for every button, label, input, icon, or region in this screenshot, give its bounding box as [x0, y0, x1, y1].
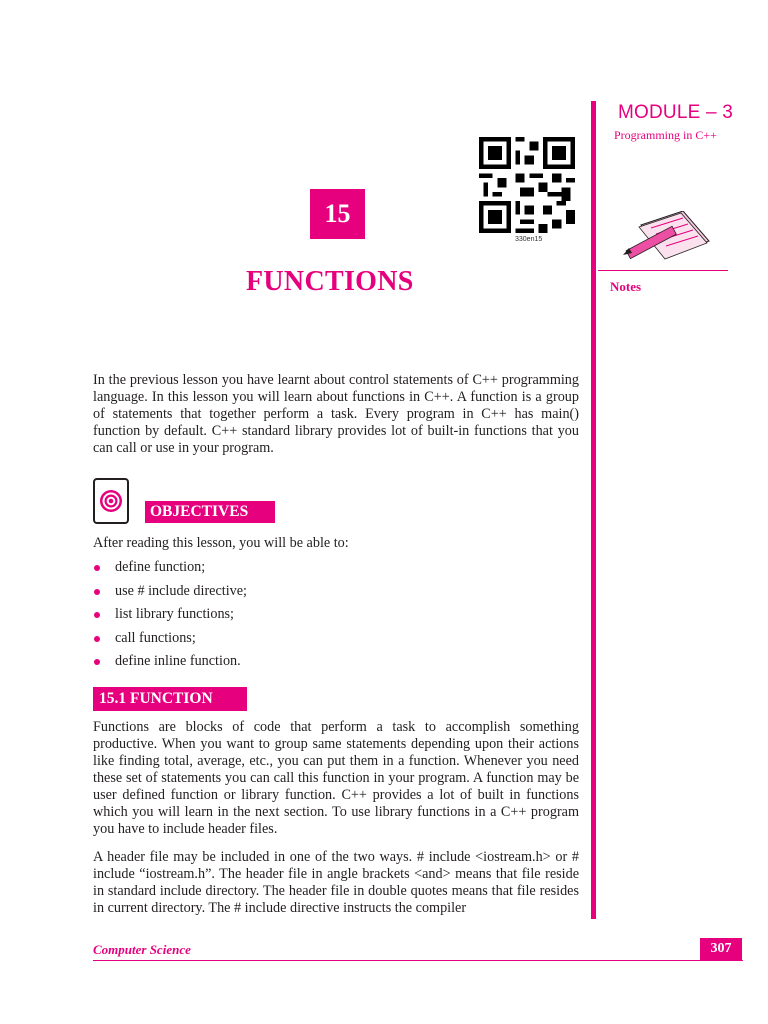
margin-rule: [591, 101, 596, 919]
section-paragraph-2: A header file may be included in one of the two ways. # include <iostream.h> or # include “iostream.h”. The header file in angle brackets <and> means that file reside in standard include directory. The header file in double quotes means that file resides in current directory. The # include directive instructs the compiler: [93, 849, 579, 916]
qr-code-icon: [479, 137, 575, 233]
footer-subject: Computer Science: [93, 942, 191, 957]
intro-paragraph: In the previous lesson you have learnt about control statements of C++ programming language. In this lesson you will learn about functions in C++. A function is a group of statements that together perform a task. Every program in C++ has main() function by default. C++ standard library provides lot of built-in functions that you can call or use in your program.: [93, 372, 579, 456]
notes-label: Notes: [610, 279, 642, 294]
module-title: MODULE – 3: [618, 102, 733, 123]
target-icon: [95, 480, 127, 522]
objectives-heading: OBJECTIVES: [145, 501, 275, 523]
section-paragraph-1: Functions are blocks of code that perform a task to accomplish something productive. When you want to group same statements depending upon their actions like finding total, average, etc., you can put them in a function. Whenever you need these set of statements you can call this function in your program. A function may be user defined function or library function. C++ provides a lot of built in functions which you will learn in the next section. To use library functions in a C++ program you have to include header files.: [93, 719, 579, 837]
list-item: use # include directive;: [93, 583, 247, 607]
bullet-icon: [94, 659, 100, 665]
objectives-list: [93, 559, 247, 677]
objectives-icon-frame: [93, 478, 129, 524]
section-heading: 15.1 FUNCTION: [93, 687, 247, 711]
bullet-icon: [94, 612, 100, 618]
list-item: call functions;: [93, 630, 247, 654]
module-subtitle: Programming in C++: [614, 128, 717, 142]
chapter-number: 15: [310, 189, 365, 239]
chapter-title: FUNCTIONS: [246, 266, 414, 297]
footer-rule: [93, 960, 743, 961]
list-item: list library functions;: [93, 606, 247, 630]
bullet-icon: [94, 565, 100, 571]
page-number: 307: [700, 938, 742, 960]
list-item: define function;: [93, 559, 247, 583]
notes-divider: [598, 270, 728, 271]
list-item: define inline function.: [93, 653, 247, 677]
qr-code-label: 330en15: [515, 236, 543, 243]
notebook-pencil-icon: [621, 211, 717, 263]
objectives-lead: After reading this lesson, you will be able to:: [93, 535, 349, 551]
bullet-icon: [94, 636, 100, 642]
bullet-icon: [94, 589, 100, 595]
